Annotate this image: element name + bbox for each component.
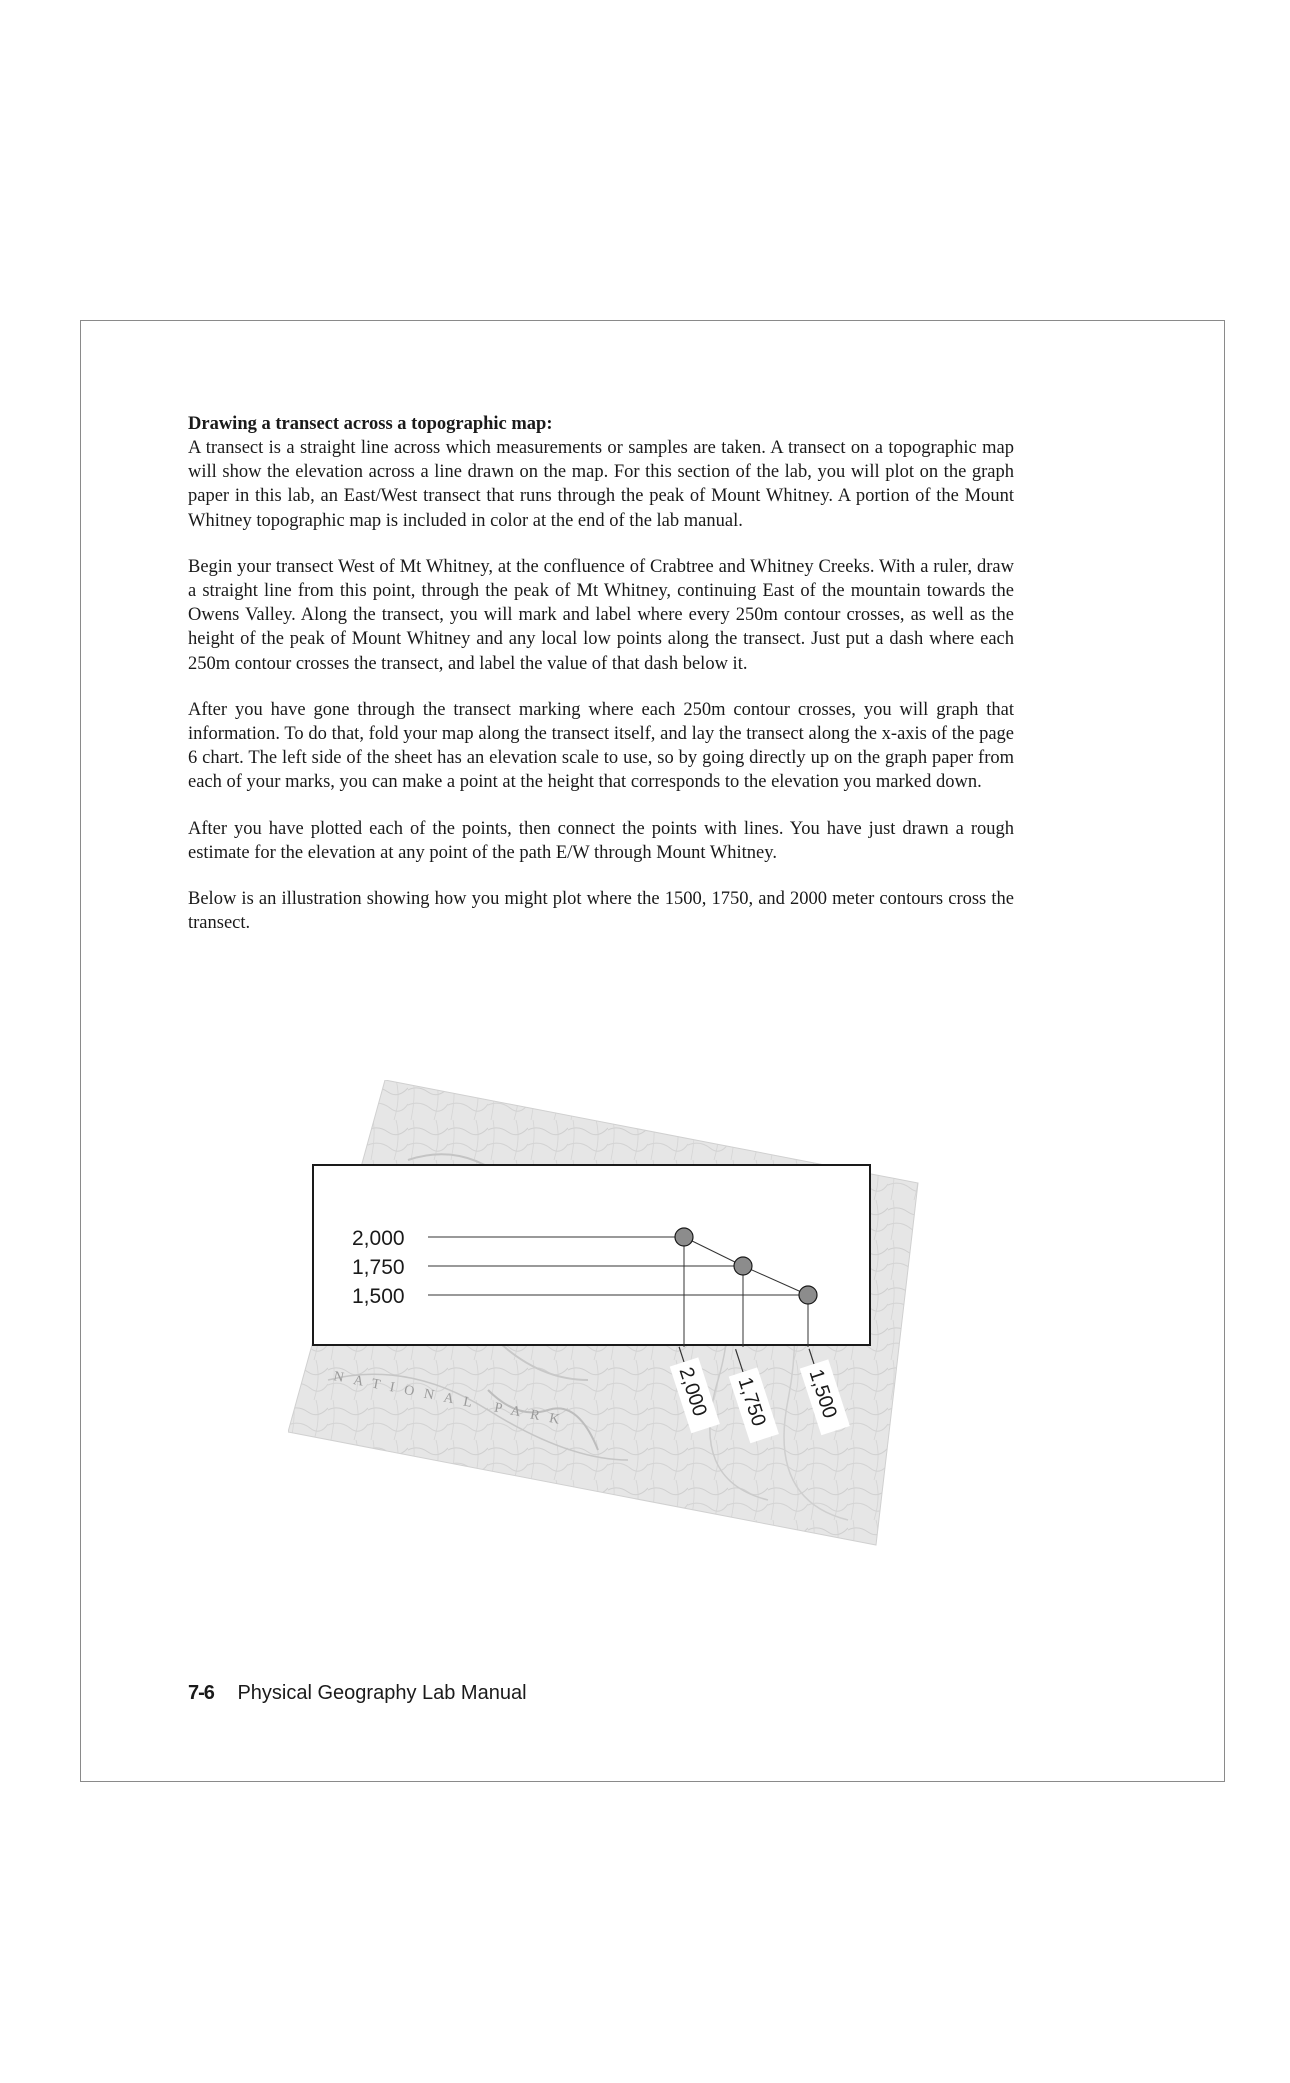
- tag-label-1500: 1,500: [804, 1366, 841, 1422]
- data-point-2000: [675, 1228, 693, 1246]
- paragraph-5: Below is an illustration showing how you might plot where the 1500, 1750, and 2000 meter contours cross the transect.: [188, 889, 1014, 934]
- section-heading: Drawing a transect across a topographic map:: [188, 414, 553, 434]
- transect-figure-svg: [288, 1080, 923, 1560]
- paragraph-2: Begin your transect West of Mt Whitney, at the confluence of Crabtree and Whitney Creeks. With a ruler, draw a straight line from this point, through the peak of Mt Whitney, continuing East of the mountain towards the Owens Valley. Along the transect, you will mark and label where every 250m contour crosses, as well as the height of the peak of Mount Whitney and any local low points along the transect. Just put a dash where each 250m contour crosses the transect, and label the value of that dash below it.: [188, 556, 1014, 674]
- data-point-1750: [734, 1257, 752, 1275]
- manual-title: Physical Geography Lab Manual: [237, 1682, 527, 1704]
- paragraph-4: After you have plotted each of the points, then connect the points with lines. You have just drawn a rough estimate for the elevation at any point of the path E/W through Mount Whitney.: [188, 818, 1014, 863]
- tag-label-1750: 1,750: [733, 1374, 770, 1430]
- graph-label-2000: 2,000: [352, 1227, 405, 1250]
- data-point-1500: [799, 1286, 817, 1304]
- graph-box: [313, 1165, 870, 1345]
- paragraph-3: After you have gone through the transect marking where each 250m contour crosses, you will graph that information. To do that, fold your map along the transect itself, and lay the transect along the x-axis of the page 6 chart. The left side of the sheet has an elevation scale to use, so by going directly up on the graph paper from each of your marks, you can make a point at the height that corresponds to the elevation you marked down.: [188, 699, 1014, 793]
- map-park-label: NATIONAL PARK: [332, 1369, 571, 1430]
- page-number: 7-6: [188, 1682, 214, 1704]
- main-text: [188, 412, 1014, 957]
- paragraph-1: A transect is a straight line across which measurements or samples are taken. A transect on a topographic map will show the elevation across a line drawn on the map. For this section of the lab, you will plot on the graph paper in this lab, an East/West transect that runs through the peak of Mount Whitney. A portion of the Mount Whitney topographic map is included in color at the end of the lab manual.: [188, 438, 1014, 531]
- graph-label-1750: 1,750: [352, 1256, 405, 1279]
- transect-illustration: [288, 1080, 923, 1560]
- tag-label-2000: 2,000: [674, 1364, 711, 1420]
- page-footer: [188, 1682, 527, 1705]
- graph-label-1500: 1,500: [352, 1285, 405, 1308]
